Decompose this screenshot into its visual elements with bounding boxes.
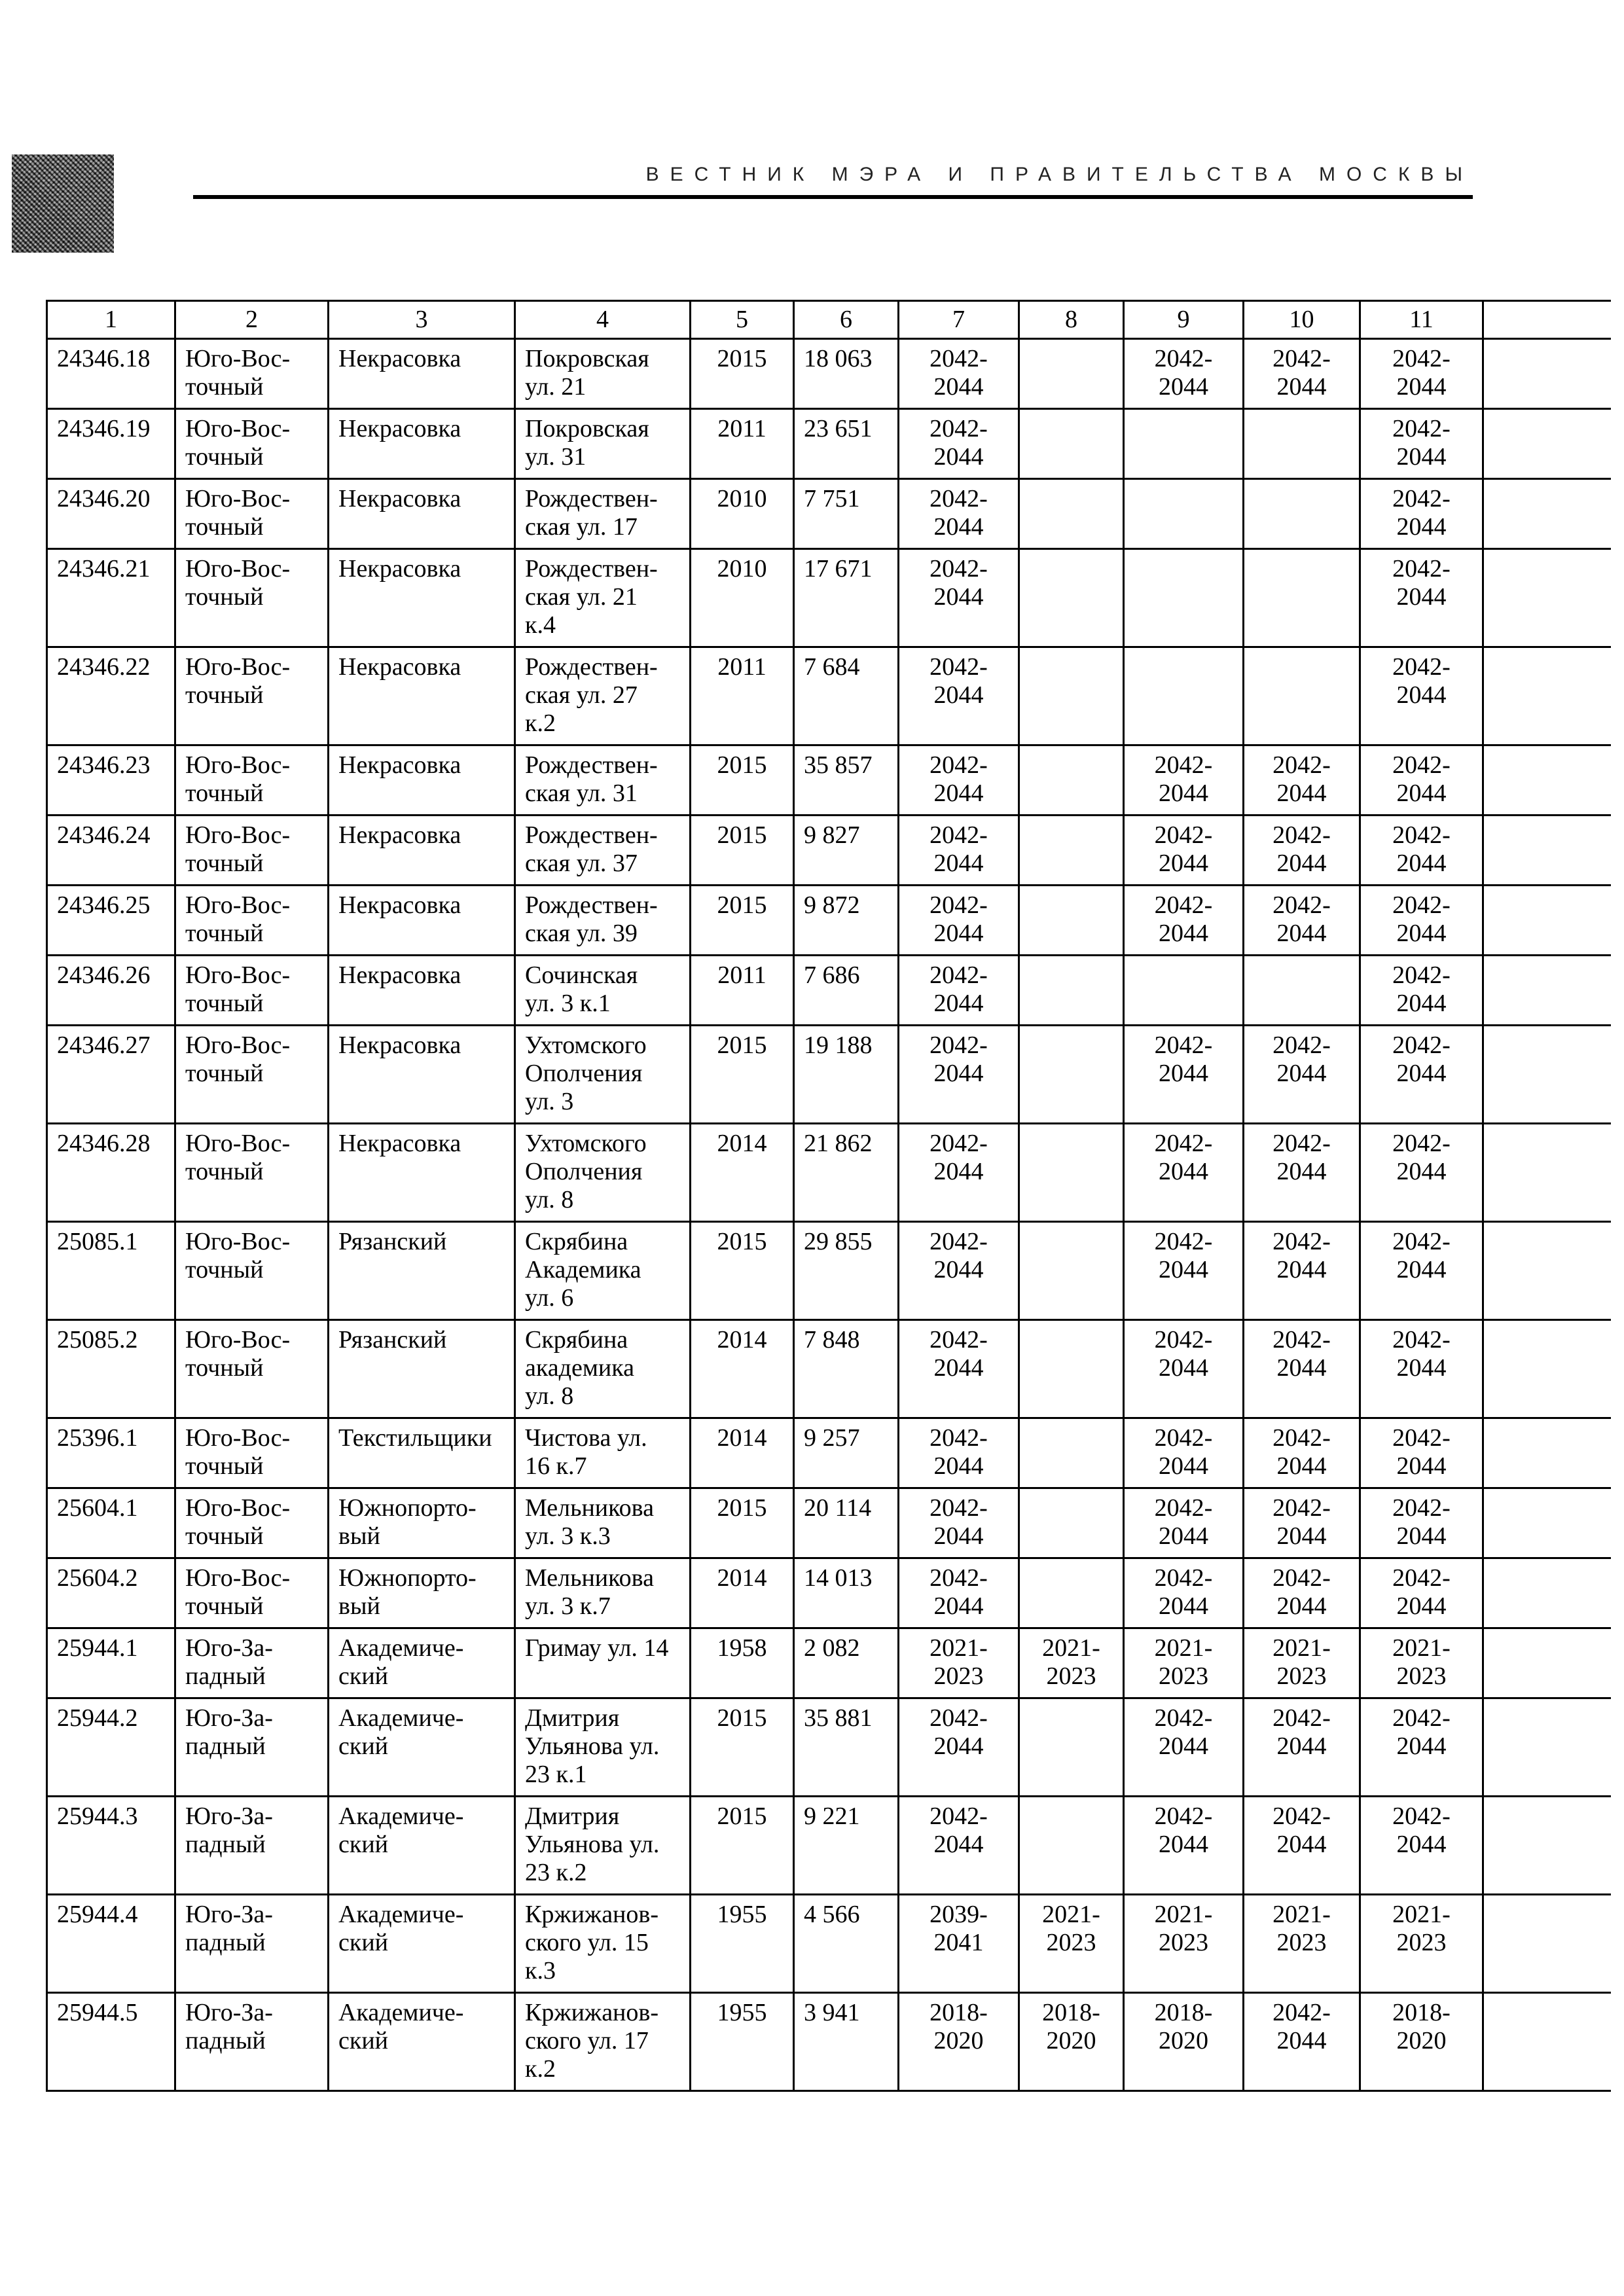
column-header-6: 6: [794, 301, 899, 339]
col11-cell: 2021- 2023: [1360, 1628, 1483, 1698]
col7-cell: 2021- 2023: [899, 1628, 1019, 1698]
column-header-4: 4: [515, 301, 691, 339]
col7-cell: 2042- 2044: [899, 409, 1019, 479]
year-cell: 2014: [691, 1124, 794, 1222]
col9-cell: 2042- 2044: [1124, 1222, 1244, 1320]
address-cell: Рождествен- ская ул. 27 к.2: [515, 647, 691, 745]
col12-cell: [1483, 956, 1611, 1026]
table-row: [47, 1320, 1611, 1418]
col12-cell: [1483, 1993, 1611, 2091]
col7-cell: 2042- 2044: [899, 1222, 1019, 1320]
area-cell: Южнопорто- вый: [329, 1488, 515, 1558]
col12-cell: [1483, 1488, 1611, 1558]
table-row: [47, 1698, 1611, 1797]
col10-cell: 2042- 2044: [1244, 745, 1360, 816]
housing-register-table: [46, 300, 1611, 2092]
col7-cell: 2042- 2044: [899, 1488, 1019, 1558]
column-header-9: 9: [1124, 301, 1244, 339]
address-cell: Чистова ул. 16 к.7: [515, 1418, 691, 1488]
area-cell: Академиче- ский: [329, 1895, 515, 1993]
address-cell: Рождествен- ская ул. 37: [515, 816, 691, 886]
col8-cell: [1019, 1124, 1124, 1222]
year-cell: 2014: [691, 1320, 794, 1418]
table-header: [47, 301, 1611, 339]
col10-cell: [1244, 549, 1360, 647]
col11-cell: 2042- 2044: [1360, 549, 1483, 647]
floor-area-cell: 7 684: [794, 647, 899, 745]
area-cell: Некрасовка: [329, 745, 515, 816]
table-row: [47, 1418, 1611, 1488]
col11-cell: 2042- 2044: [1360, 1558, 1483, 1628]
table-row: [47, 1895, 1611, 1993]
col10-cell: [1244, 479, 1360, 549]
col12-cell: [1483, 549, 1611, 647]
col8-cell: [1019, 1797, 1124, 1895]
col11-cell: 2042- 2044: [1360, 479, 1483, 549]
floor-area-cell: 7 686: [794, 956, 899, 1026]
col11-cell: 2042- 2044: [1360, 1320, 1483, 1418]
col7-cell: 2042- 2044: [899, 549, 1019, 647]
table-row: [47, 1628, 1611, 1698]
col8-cell: [1019, 549, 1124, 647]
record-number-cell: 25085.2: [47, 1320, 175, 1418]
col9-cell: 2042- 2044: [1124, 816, 1244, 886]
col11-cell: 2042- 2044: [1360, 409, 1483, 479]
table-row: [47, 1993, 1611, 2091]
col9-cell: 2042- 2044: [1124, 1026, 1244, 1124]
col11-cell: 2042- 2044: [1360, 339, 1483, 409]
district-cell: Юго-Вос- точный: [175, 1222, 329, 1320]
column-header-3: 3: [329, 301, 515, 339]
district-cell: Юго-Вос- точный: [175, 479, 329, 549]
year-cell: 2011: [691, 956, 794, 1026]
area-cell: Академиче- ский: [329, 1797, 515, 1895]
year-cell: 2015: [691, 1797, 794, 1895]
table-row: [47, 549, 1611, 647]
col9-cell: 2042- 2044: [1124, 339, 1244, 409]
address-cell: Покровская ул. 31: [515, 409, 691, 479]
address-cell: Мельникова ул. 3 к.7: [515, 1558, 691, 1628]
year-cell: 2011: [691, 647, 794, 745]
col10-cell: 2042- 2044: [1244, 1797, 1360, 1895]
col9-cell: 2042- 2044: [1124, 1124, 1244, 1222]
column-header-7: 7: [899, 301, 1019, 339]
district-cell: Юго-Вос- точный: [175, 339, 329, 409]
floor-area-cell: 23 651: [794, 409, 899, 479]
district-cell: Юго-Вос- точный: [175, 956, 329, 1026]
district-cell: Юго-Вос- точный: [175, 549, 329, 647]
col7-cell: 2042- 2044: [899, 886, 1019, 956]
col11-cell: 2042- 2044: [1360, 1698, 1483, 1797]
address-cell: Мельникова ул. 3 к.3: [515, 1488, 691, 1558]
table-row: [47, 1026, 1611, 1124]
area-cell: Некрасовка: [329, 1124, 515, 1222]
col8-cell: [1019, 1418, 1124, 1488]
col9-cell: 2042- 2044: [1124, 1797, 1244, 1895]
district-cell: Юго-За- падный: [175, 1628, 329, 1698]
district-cell: Юго-За- падный: [175, 1993, 329, 2091]
area-cell: Рязанский: [329, 1320, 515, 1418]
address-cell: Кржижанов- ского ул. 15 к.3: [515, 1895, 691, 1993]
year-cell: 1955: [691, 1993, 794, 2091]
col12-cell: [1483, 647, 1611, 745]
col8-cell: [1019, 956, 1124, 1026]
col11-cell: 2042- 2044: [1360, 647, 1483, 745]
area-cell: Академиче- ский: [329, 1698, 515, 1797]
col7-cell: 2042- 2044: [899, 1026, 1019, 1124]
col10-cell: 2042- 2044: [1244, 1320, 1360, 1418]
year-cell: 2010: [691, 479, 794, 549]
col7-cell: 2042- 2044: [899, 956, 1019, 1026]
address-cell: Рождествен- ская ул. 39: [515, 886, 691, 956]
address-cell: Дмитрия Ульянова ул. 23 к.2: [515, 1797, 691, 1895]
area-cell: Некрасовка: [329, 886, 515, 956]
table-body: [47, 339, 1611, 2091]
address-cell: Дмитрия Ульянова ул. 23 к.1: [515, 1698, 691, 1797]
col12-cell: [1483, 1698, 1611, 1797]
area-cell: Некрасовка: [329, 479, 515, 549]
col7-cell: 2042- 2044: [899, 1797, 1019, 1895]
col8-cell: 2021- 2023: [1019, 1895, 1124, 1993]
floor-area-cell: 29 855: [794, 1222, 899, 1320]
address-cell: Гримау ул. 14: [515, 1628, 691, 1698]
col9-cell: 2042- 2044: [1124, 1320, 1244, 1418]
col7-cell: 2042- 2044: [899, 816, 1019, 886]
col12-cell: [1483, 1797, 1611, 1895]
col9-cell: 2042- 2044: [1124, 1698, 1244, 1797]
address-cell: Ухтомского Ополчения ул. 3: [515, 1026, 691, 1124]
year-cell: 2014: [691, 1558, 794, 1628]
area-cell: Некрасовка: [329, 647, 515, 745]
year-cell: 2015: [691, 816, 794, 886]
table-row: [47, 479, 1611, 549]
col7-cell: 2042- 2044: [899, 1698, 1019, 1797]
col11-cell: 2042- 2044: [1360, 1124, 1483, 1222]
col8-cell: [1019, 816, 1124, 886]
col12-cell: [1483, 1124, 1611, 1222]
col7-cell: 2039- 2041: [899, 1895, 1019, 1993]
col11-cell: 2042- 2044: [1360, 1797, 1483, 1895]
floor-area-cell: 9 827: [794, 816, 899, 886]
year-cell: 1958: [691, 1628, 794, 1698]
col12-cell: [1483, 1320, 1611, 1418]
district-cell: Юго-Вос- точный: [175, 1558, 329, 1628]
col9-cell: 2042- 2044: [1124, 745, 1244, 816]
year-cell: 2015: [691, 745, 794, 816]
record-number-cell: 25944.2: [47, 1698, 175, 1797]
floor-area-cell: 14 013: [794, 1558, 899, 1628]
col7-cell: 2042- 2044: [899, 1124, 1019, 1222]
col12-cell: [1483, 1026, 1611, 1124]
address-cell: Скрябина академика ул. 8: [515, 1320, 691, 1418]
record-number-cell: 24346.20: [47, 479, 175, 549]
address-cell: Ухтомского Ополчения ул. 8: [515, 1124, 691, 1222]
col7-cell: 2042- 2044: [899, 647, 1019, 745]
col9-cell: 2021- 2023: [1124, 1628, 1244, 1698]
col8-cell: [1019, 1488, 1124, 1558]
col12-cell: [1483, 745, 1611, 816]
column-header-12: [1483, 301, 1611, 339]
year-cell: 2015: [691, 1222, 794, 1320]
year-cell: 2015: [691, 1698, 794, 1797]
table-row: [47, 1124, 1611, 1222]
col10-cell: 2042- 2044: [1244, 1488, 1360, 1558]
col9-cell: [1124, 549, 1244, 647]
district-cell: Юго-Вос- точный: [175, 745, 329, 816]
year-cell: 2014: [691, 1418, 794, 1488]
col11-cell: 2042- 2044: [1360, 745, 1483, 816]
table-row: [47, 1222, 1611, 1320]
col7-cell: 2042- 2044: [899, 1320, 1019, 1418]
col9-cell: [1124, 409, 1244, 479]
col10-cell: 2042- 2044: [1244, 1222, 1360, 1320]
floor-area-cell: 35 857: [794, 745, 899, 816]
col8-cell: [1019, 1320, 1124, 1418]
col11-cell: 2042- 2044: [1360, 1418, 1483, 1488]
area-cell: Академиче- ский: [329, 1628, 515, 1698]
district-cell: Юго-Вос- точный: [175, 409, 329, 479]
district-cell: Юго-За- падный: [175, 1698, 329, 1797]
col8-cell: [1019, 409, 1124, 479]
col12-cell: [1483, 339, 1611, 409]
floor-area-cell: 35 881: [794, 1698, 899, 1797]
district-cell: Юго-Вос- точный: [175, 1418, 329, 1488]
col10-cell: 2042- 2044: [1244, 1026, 1360, 1124]
header-rule: [193, 195, 1473, 199]
area-cell: Некрасовка: [329, 816, 515, 886]
record-number-cell: 25604.1: [47, 1488, 175, 1558]
table-row: [47, 745, 1611, 816]
column-header-10: 10: [1244, 301, 1360, 339]
corner-marker-image: [12, 154, 114, 253]
record-number-cell: 24346.19: [47, 409, 175, 479]
district-cell: Юго-Вос- точный: [175, 647, 329, 745]
col8-cell: [1019, 1222, 1124, 1320]
col11-cell: 2042- 2044: [1360, 816, 1483, 886]
col8-cell: [1019, 886, 1124, 956]
col7-cell: 2042- 2044: [899, 1558, 1019, 1628]
address-cell: Рождествен- ская ул. 31: [515, 745, 691, 816]
floor-area-cell: 4 566: [794, 1895, 899, 1993]
col9-cell: 2042- 2044: [1124, 1418, 1244, 1488]
col10-cell: 2042- 2044: [1244, 339, 1360, 409]
col11-cell: 2042- 2044: [1360, 1026, 1483, 1124]
district-cell: Юго-Вос- точный: [175, 1124, 329, 1222]
col11-cell: 2042- 2044: [1360, 1488, 1483, 1558]
floor-area-cell: 9 872: [794, 886, 899, 956]
year-cell: 2011: [691, 409, 794, 479]
year-cell: 2010: [691, 549, 794, 647]
column-header-2: 2: [175, 301, 329, 339]
col10-cell: 2042- 2044: [1244, 816, 1360, 886]
record-number-cell: 24346.24: [47, 816, 175, 886]
col8-cell: [1019, 339, 1124, 409]
floor-area-cell: 3 941: [794, 1993, 899, 2091]
column-header-8: 8: [1019, 301, 1124, 339]
col7-cell: 2018- 2020: [899, 1993, 1019, 2091]
year-cell: 1955: [691, 1895, 794, 1993]
col8-cell: 2021- 2023: [1019, 1628, 1124, 1698]
area-cell: Некрасовка: [329, 1026, 515, 1124]
floor-area-cell: 17 671: [794, 549, 899, 647]
area-cell: Текстильщики: [329, 1418, 515, 1488]
col12-cell: [1483, 1895, 1611, 1993]
address-cell: Рождествен- ская ул. 21 к.4: [515, 549, 691, 647]
col8-cell: 2018- 2020: [1019, 1993, 1124, 2091]
col9-cell: 2042- 2044: [1124, 886, 1244, 956]
year-cell: 2015: [691, 339, 794, 409]
col10-cell: 2042- 2044: [1244, 886, 1360, 956]
district-cell: Юго-За- падный: [175, 1895, 329, 1993]
col9-cell: [1124, 479, 1244, 549]
col10-cell: [1244, 956, 1360, 1026]
record-number-cell: 25396.1: [47, 1418, 175, 1488]
col8-cell: [1019, 745, 1124, 816]
floor-area-cell: 21 862: [794, 1124, 899, 1222]
col9-cell: 2042- 2044: [1124, 1488, 1244, 1558]
record-number-cell: 25944.1: [47, 1628, 175, 1698]
table-row: [47, 956, 1611, 1026]
col12-cell: [1483, 816, 1611, 886]
record-number-cell: 25944.5: [47, 1993, 175, 2091]
district-cell: Юго-Вос- точный: [175, 1488, 329, 1558]
record-number-cell: 24346.25: [47, 886, 175, 956]
record-number-cell: 25944.4: [47, 1895, 175, 1993]
col8-cell: [1019, 479, 1124, 549]
table-row: [47, 647, 1611, 745]
column-header-1: 1: [47, 301, 175, 339]
col10-cell: 2042- 2044: [1244, 1124, 1360, 1222]
floor-area-cell: 18 063: [794, 339, 899, 409]
year-cell: 2015: [691, 1488, 794, 1558]
record-number-cell: 25944.3: [47, 1797, 175, 1895]
record-number-cell: 25604.2: [47, 1558, 175, 1628]
record-number-cell: 24346.26: [47, 956, 175, 1026]
col7-cell: 2042- 2044: [899, 339, 1019, 409]
col12-cell: [1483, 886, 1611, 956]
area-cell: Некрасовка: [329, 409, 515, 479]
col8-cell: [1019, 1026, 1124, 1124]
col11-cell: 2042- 2044: [1360, 1222, 1483, 1320]
header-row: [47, 301, 1611, 339]
column-header-11: 11: [1360, 301, 1483, 339]
col12-cell: [1483, 479, 1611, 549]
floor-area-cell: 2 082: [794, 1628, 899, 1698]
area-cell: Рязанский: [329, 1222, 515, 1320]
record-number-cell: 24346.21: [47, 549, 175, 647]
col10-cell: 2042- 2044: [1244, 1418, 1360, 1488]
col9-cell: [1124, 956, 1244, 1026]
running-head: ВЕСТНИК МЭРА И ПРАВИТЕЛЬСТВА МОСКВЫ: [645, 164, 1473, 185]
col12-cell: [1483, 1558, 1611, 1628]
col7-cell: 2042- 2044: [899, 745, 1019, 816]
floor-area-cell: 19 188: [794, 1026, 899, 1124]
col9-cell: 2021- 2023: [1124, 1895, 1244, 1993]
col10-cell: 2042- 2044: [1244, 1993, 1360, 2091]
district-cell: Юго-За- падный: [175, 1797, 329, 1895]
address-cell: Рождествен- ская ул. 17: [515, 479, 691, 549]
address-cell: Сочинская ул. 3 к.1: [515, 956, 691, 1026]
address-cell: Покровская ул. 21: [515, 339, 691, 409]
table-row: [47, 339, 1611, 409]
table-row: [47, 1797, 1611, 1895]
address-cell: Кржижанов- ского ул. 17 к.2: [515, 1993, 691, 2091]
record-number-cell: 24346.22: [47, 647, 175, 745]
record-number-cell: 24346.28: [47, 1124, 175, 1222]
area-cell: Некрасовка: [329, 549, 515, 647]
year-cell: 2015: [691, 1026, 794, 1124]
col9-cell: [1124, 647, 1244, 745]
col11-cell: 2018- 2020: [1360, 1993, 1483, 2091]
record-number-cell: 24346.23: [47, 745, 175, 816]
col7-cell: 2042- 2044: [899, 1418, 1019, 1488]
col10-cell: 2042- 2044: [1244, 1558, 1360, 1628]
area-cell: Южнопорто- вый: [329, 1558, 515, 1628]
district-cell: Юго-Вос- точный: [175, 1026, 329, 1124]
district-cell: Юго-Вос- точный: [175, 816, 329, 886]
floor-area-cell: 7 848: [794, 1320, 899, 1418]
table-row: [47, 886, 1611, 956]
area-cell: Академиче- ский: [329, 1993, 515, 2091]
col9-cell: 2042- 2044: [1124, 1558, 1244, 1628]
col7-cell: 2042- 2044: [899, 479, 1019, 549]
col12-cell: [1483, 1222, 1611, 1320]
col12-cell: [1483, 1418, 1611, 1488]
area-cell: Некрасовка: [329, 339, 515, 409]
district-cell: Юго-Вос- точный: [175, 886, 329, 956]
col10-cell: 2021- 2023: [1244, 1895, 1360, 1993]
col8-cell: [1019, 1558, 1124, 1628]
record-number-cell: 25085.1: [47, 1222, 175, 1320]
col9-cell: 2018- 2020: [1124, 1993, 1244, 2091]
col8-cell: [1019, 1698, 1124, 1797]
table-row: [47, 1558, 1611, 1628]
year-cell: 2015: [691, 886, 794, 956]
district-cell: Юго-Вос- точный: [175, 1320, 329, 1418]
record-number-cell: 24346.27: [47, 1026, 175, 1124]
floor-area-cell: 7 751: [794, 479, 899, 549]
col10-cell: 2021- 2023: [1244, 1628, 1360, 1698]
table-row: [47, 816, 1611, 886]
col8-cell: [1019, 647, 1124, 745]
table-row: [47, 409, 1611, 479]
record-number-cell: 24346.18: [47, 339, 175, 409]
floor-area-cell: 9 221: [794, 1797, 899, 1895]
area-cell: Некрасовка: [329, 956, 515, 1026]
col10-cell: [1244, 647, 1360, 745]
col11-cell: 2021- 2023: [1360, 1895, 1483, 1993]
floor-area-cell: 20 114: [794, 1488, 899, 1558]
col12-cell: [1483, 409, 1611, 479]
col12-cell: [1483, 1628, 1611, 1698]
col11-cell: 2042- 2044: [1360, 956, 1483, 1026]
floor-area-cell: 9 257: [794, 1418, 899, 1488]
column-header-5: 5: [691, 301, 794, 339]
address-cell: Скрябина Академика ул. 6: [515, 1222, 691, 1320]
col11-cell: 2042- 2044: [1360, 886, 1483, 956]
col10-cell: [1244, 409, 1360, 479]
table-row: [47, 1488, 1611, 1558]
col10-cell: 2042- 2044: [1244, 1698, 1360, 1797]
